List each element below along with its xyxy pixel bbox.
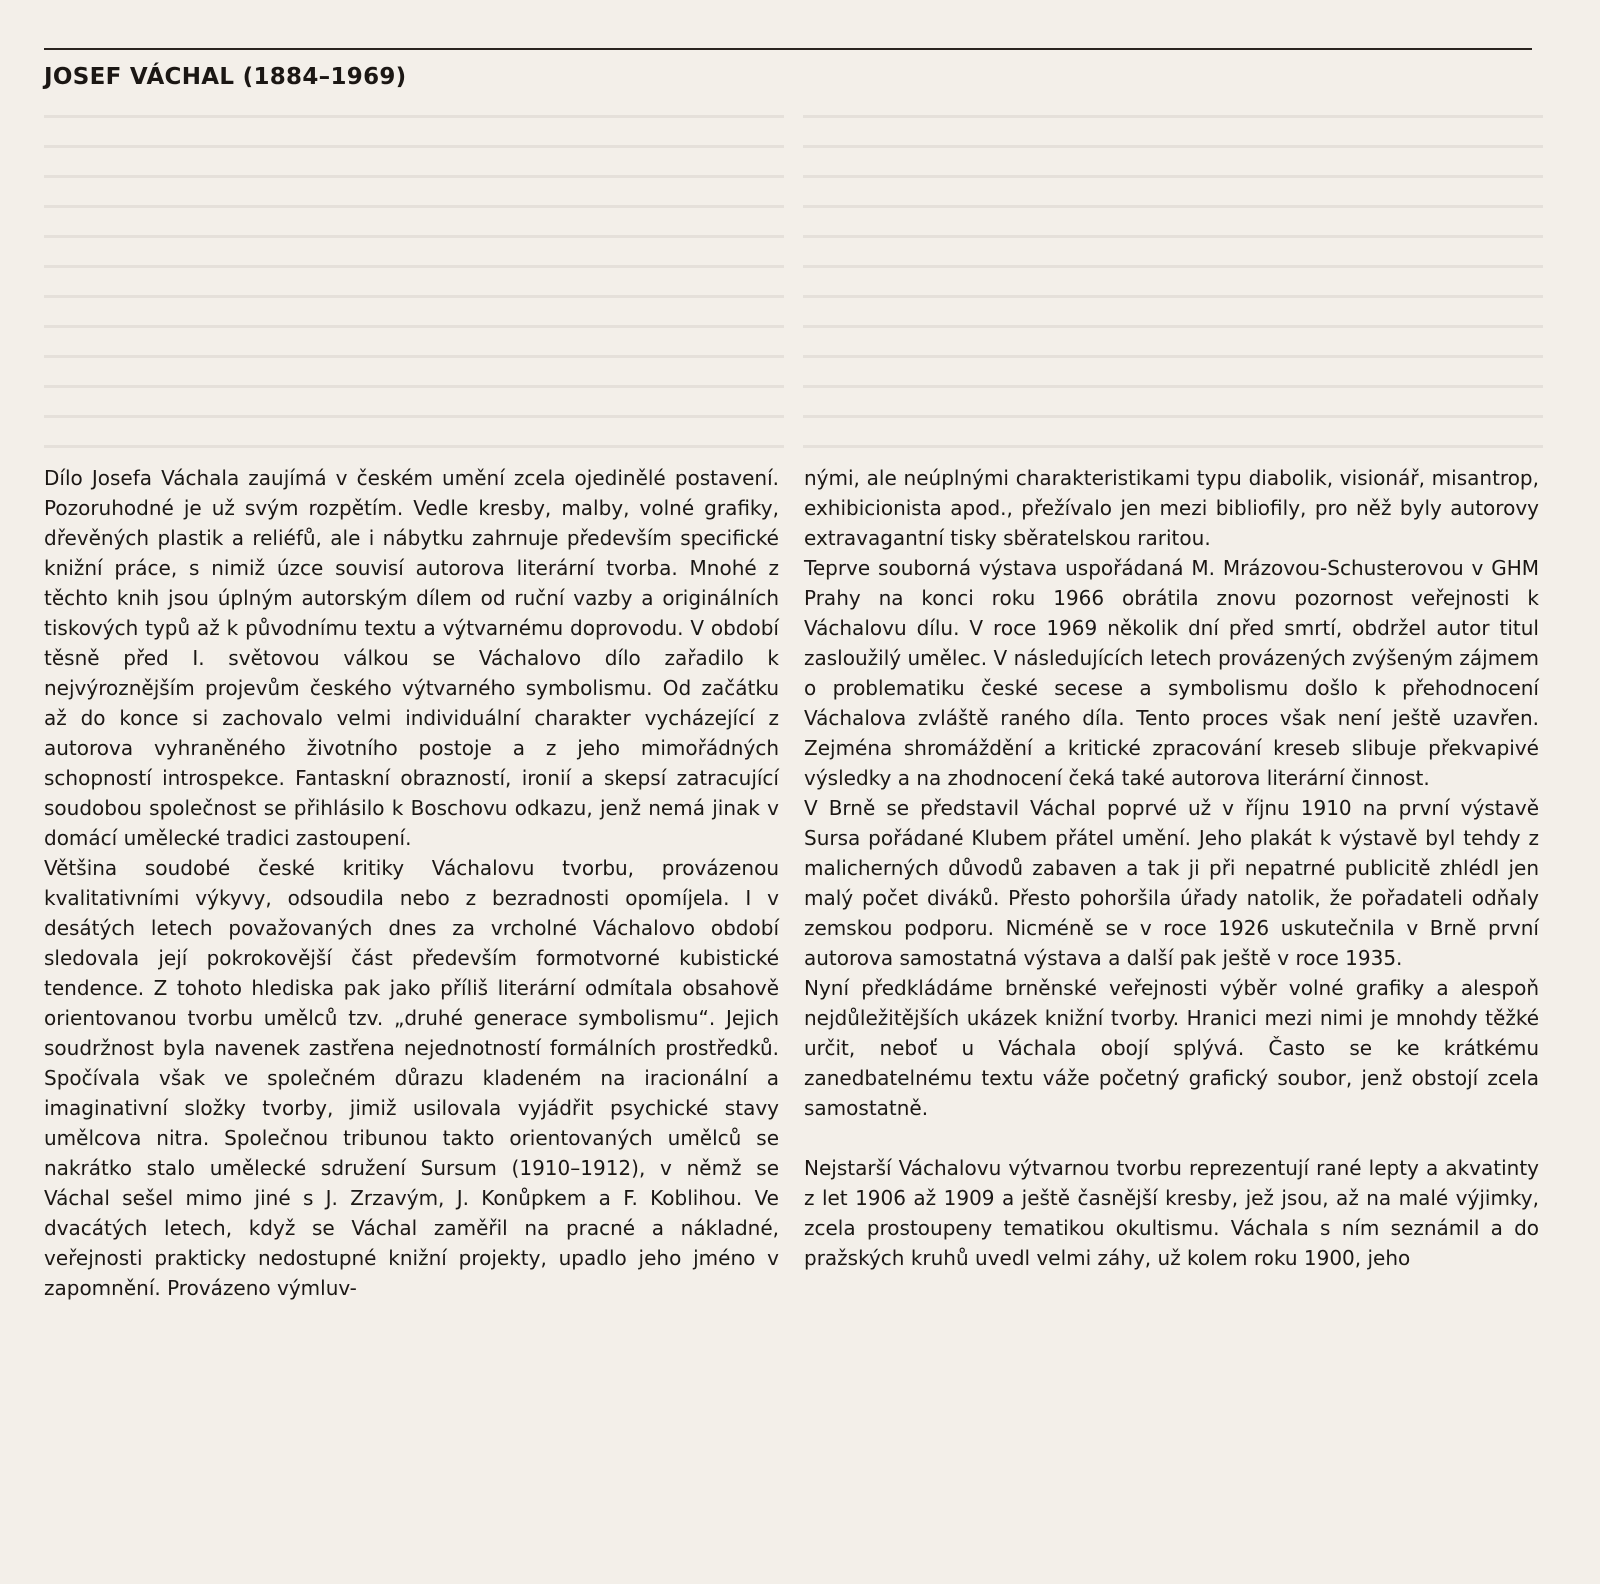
paragraph-criticism: Většina soudobé české kritiky Váchalovu tvorbu, provázenou kvalitativními výkyvy, odsoudila nebo z bezradnosti opomíjela. I v desátých letech považovaných dnes za vrcholné Váchalovo období sledovala její pokrokovější část především formotvorné kubistické tendence. Z tohoto hlediska pak jako příliš literární odmítala obsahově orientovanou tvorbu umělců tzv. „druhé generace symbolismu“. Jejich soudržnost byla navenek zastřena nejednotností formálních prostředků. Spočívala však ve společném důrazu kladeném na iracionální a imaginativní složky tvorby, jimiž usilovala vyjádřit psychické stavy umělcova nitra. Společnou tribunou takto orientovaných umělců se nakrátko stalo umělecké sdružení Sursum (1910–1912), v němž se Váchal sešel mimo jiné s J. Zrzavým, J. Konůpkem a F. Koblihou. Ve dvacátých letech, když se Váchal zaměřil na pracné a nákladné, veřejnosti prakticky nedostupné knižní projekty, upadlo jeho jméno v zapomnění. Provázeno výmluv- [44, 856, 779, 1300]
top-rule [44, 48, 1532, 50]
text-column-right [804, 463, 1539, 1273]
paragraph-earliest-work: Nejstarší Váchalovu výtvarnou tvorbu reprezentují rané lepty a akvatinty z let 1906 až 1909 a ještě časnější kresby, jež jsou, až na malé výjimky, zcela prostoupeny tematikou okultismu. Váchala s ním seznámil a do pražských kruhů uvedl velmi záhy, už kolem roku 1900, jeho [804, 1156, 1539, 1270]
paragraph-selection: Nyní předkládáme brněnské veřejnosti výběr volné grafiky a alespoň nejdůležitějších ukázek knižní tvorby. Hranici mezi nimi je mnohdy těžké určit, neboť u Váchala obojí splývá. Často se ke krátkému zanedbatelnému textu váže početný grafický soubor, jenž obstojí zcela samostatně. [804, 976, 1539, 1120]
paragraph-brno: V Brně se představil Váchal poprvé už v říjnu 1910 na první výstavě Sursa pořádané Klubem přátel umění. Jeho plakát k výstavě byl tehdy z malicherných důvodů zabaven a tak ji při nepatrné publicitě zhlédl jen malý počet diváků. Přesto pohoršila úřady natolik, že pořadateli odňaly zemskou podporu. Nicméně se v roce 1926 uskutečnila v Brně první autorova samostatná výstava a další pak ještě v roce 1935. [804, 796, 1539, 970]
show-through-text-left [44, 115, 784, 460]
text-column-left [44, 463, 779, 1303]
paragraph-exhibition-1966: Teprve souborná výstava uspořádaná M. Mrázovou-Schusterovou v GHM Prahy na konci roku 1966 obrátila znovu pozornost veřejnosti k Váchalovu dílu. V roce 1969 několik dní před smrtí, obdržel autor titul zasloužilý umělec. V následujících letech provázených zvýšeným zájmem o problematiku české secese a symbolismu došlo k přehodnocení Váchalova zvláště raného díla. Tento proces však není ještě uzavřen. Zejména shromáždění a kritické zpracování kreseb slibuje překvapivé výsledky a na zhodnocení čeká také autorova literární činnost. [804, 556, 1539, 790]
page-title: JOSEF VÁCHAL (1884–1969) [44, 64, 407, 90]
paragraph-continuation: nými, ale neúplnými charakteristikami typu diabolik, visionář, misantrop, exhibicionista apod., přežívalo jen mezi bibliofily, pro něž byly autorovy extravagantní tisky sběratelskou raritou. [804, 466, 1539, 550]
show-through-text-right [803, 115, 1543, 460]
paragraph-introduction: Dílo Josefa Váchala zaujímá v českém umění zcela ojedinělé postavení. Pozoruhodné je už svým rozpětím. Vedle kresby, malby, volné grafiky, dřevěných plastik a reliéfů, ale i nábytku zahrnuje především specifické knižní práce, s nimiž úzce souvisí autorova literární tvorba. Mnohé z těchto knih jsou úplným autorským dílem od ruční vazby a originálních tiskových typů až k původnímu textu a výtvarnému doprovodu. V období těsně před I. světovou válkou se Váchalovo dílo zařadilo k nejvýroznějším projevům českého výtvarného symbolismu. Od začátku až do konce si zachovalo velmi individuální charakter vycházející z autorova vyhraněného životního postoje a z jeho mimořádných schopností introspekce. Fantaskní obrazností, ironií a skepsí zatracující soudobou společnost se přihlásilo k Boschovu odkazu, jenž nemá jinak v domácí umělecké tradici zastoupení. [44, 466, 779, 850]
